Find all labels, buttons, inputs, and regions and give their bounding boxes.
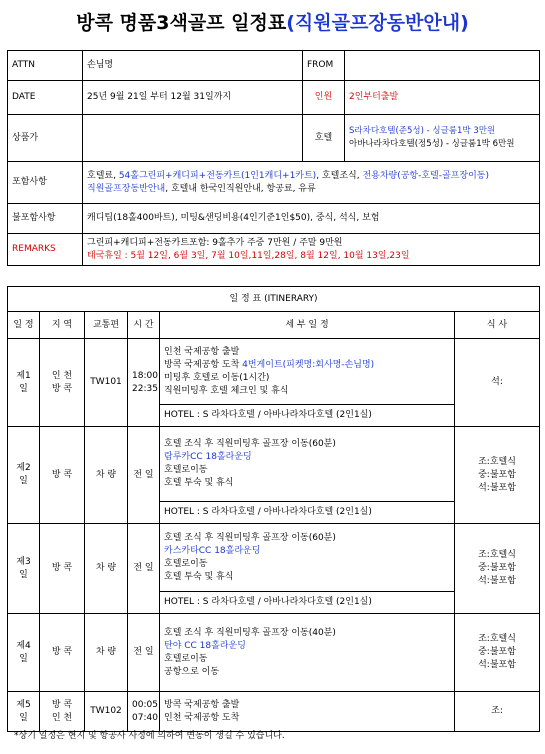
itinerary-header-row — [8, 312, 540, 339]
remarks-line-1: 그린피+캐디피+전동카트포함: 9홀추가 주중 7만원 / 주말 9만원 — [87, 237, 343, 248]
remarks-label: REMARKS — [8, 234, 83, 266]
attn-value: 손님명 — [83, 51, 303, 81]
detail-line: 람루카CC 18홀라운딩 — [164, 452, 252, 462]
day-cell: 제5일 — [8, 692, 40, 732]
excl-label: 불포함사항 — [8, 204, 83, 234]
incl-label: 포함사항 — [8, 162, 83, 204]
hotel-cell: HOTEL : S 라차다호텔 / 아바나라차다호텔 (2인1실) — [160, 502, 455, 524]
itinerary-heading: 일 정 표 (ITINERARY) — [8, 287, 540, 312]
title-sub: (직원골프장동반안내) — [286, 12, 469, 34]
header-meal: 식 사 — [455, 312, 540, 339]
itinerary-table — [7, 286, 540, 732]
time-cell: 18:00 22:35 — [128, 339, 160, 427]
time-cell: 전 일 — [128, 614, 160, 692]
detail-line: 호텔 투숙 및 휴식 — [164, 571, 234, 582]
date-value: 25년 9월 21일 부터 12월 31일까지 — [83, 81, 303, 115]
transport-cell: 차 량 — [85, 524, 128, 614]
detail-line: 인천 국제공항 도착 — [164, 712, 240, 723]
price-label: 상품가 — [8, 115, 83, 162]
date-label: DATE — [8, 81, 83, 115]
incl-text-c: , 호텔조식, — [316, 170, 363, 181]
detail-line: 호텔 조식 후 직원미팅후 골프장 이동(40분) — [164, 627, 336, 638]
footer-note: *상기 일정은 현지 및 항공사 사정에 의하여 변동이 생길 수 있습니다. — [14, 731, 285, 741]
region-cell: 방 콕 — [40, 427, 85, 524]
meal-cell: 조:호텔식 중:불포함 석:불포함 — [455, 427, 540, 524]
detail-line: 방콕 국제공항 도착 4번게이트(피켓명:회사명-손님명) — [164, 359, 375, 370]
time-cell: 00:05 07:40 — [128, 692, 160, 732]
meal-cell: 석: — [455, 339, 540, 427]
itinerary-day-row — [8, 339, 540, 405]
details-cell — [160, 524, 455, 592]
region-cell: 방 콕 — [40, 614, 85, 692]
itinerary-day-row — [8, 692, 540, 732]
meal-cell: 조:호텔식 중:불포함 석:불포함 — [455, 524, 540, 614]
itinerary-day-row — [8, 614, 540, 692]
transport-cell: TW102 — [85, 692, 128, 732]
header-transport: 교통편 — [85, 312, 128, 339]
hotel-option-2: 아바나라차다호텔(정5성) - 싱글룸1박 6만원 — [349, 139, 515, 149]
detail-line: 공항으로 이동 — [164, 666, 220, 677]
price-value — [83, 115, 303, 162]
header-day: 일 정 — [8, 312, 40, 339]
incl-text-a: 호텔료, — [87, 170, 119, 181]
region-cell: 방 콕 — [40, 524, 85, 614]
attn-label: ATTN — [8, 51, 83, 81]
time-cell: 전 일 — [128, 524, 160, 614]
detail-line: 호텔 조식 후 직원미팅후 골프장 이동(60분) — [164, 532, 336, 543]
hotel-cell: HOTEL : S 라차다호텔 / 아바나라차다호텔 (2인1실) — [160, 592, 455, 614]
day-cell: 제2일 — [8, 427, 40, 524]
day-cell: 제4일 — [8, 614, 40, 692]
detail-line: 방콕 국제공항 출발 — [164, 699, 240, 710]
hotel-cell: HOTEL : S 라차다호텔 / 아바나라차다호텔 (2인1실) — [160, 405, 455, 427]
detail-line: 미팅후 호텔로 이동(1시간) — [164, 372, 270, 383]
incl-text-d: 전용차량(공항-호텔-골프장이동) — [362, 170, 489, 181]
hotel-label: 호텔 — [303, 115, 345, 162]
header-region: 지 역 — [40, 312, 85, 339]
detail-line: 카스카타CC 18홀라운딩 — [164, 545, 261, 556]
details-cell — [160, 427, 455, 502]
remarks-line-2: 태국휴일 : 5월 12일, 6월 3일, 7월 10일,11일,28일, 8월 12일, 10월 13일,23일 — [87, 250, 410, 261]
excl-value: 캐디팁(18홀400바트), 미팅&샌딩비용(4인기준1인$50), 중식, 석식, 보험 — [83, 204, 540, 234]
detail-line: 탄야 CC 18홀라운딩 — [164, 640, 246, 651]
transport-cell: 차 량 — [85, 614, 128, 692]
header-time: 시 간 — [128, 312, 160, 339]
day-cell: 제1일 — [8, 339, 40, 427]
detail-line: 호텔로이동 — [164, 558, 208, 569]
incl-text-b: 54홀그린피+캐디피+전동카트(1인1캐디+1카트) — [118, 170, 317, 181]
detail-line: 호텔 투숙 및 휴식 — [164, 478, 234, 488]
transport-cell: TW101 — [85, 339, 128, 427]
from-label: FROM — [303, 51, 345, 81]
region-cell: 인 천 방 콕 — [40, 339, 85, 427]
hotel-option-1: S라차다호텔(준5성) - 싱글룸1박 3만원 — [349, 126, 496, 136]
details-cell — [160, 339, 455, 405]
details-cell — [160, 692, 455, 732]
title-main: 방콕 명품3색골프 일정표 — [76, 12, 287, 34]
from-value — [345, 51, 540, 81]
meal-cell: 조: — [455, 692, 540, 732]
transport-cell: 차 량 — [85, 427, 128, 524]
info-table — [7, 50, 540, 266]
detail-line: 직원미팅후 호텔 체크인 및 휴식 — [164, 385, 289, 396]
meal-cell: 조:호텔식 중:불포함 석:불포함 — [455, 614, 540, 692]
day-cell: 제3일 — [8, 524, 40, 614]
itinerary-day-row — [8, 427, 540, 502]
detail-line: 호텔로이동 — [164, 653, 208, 664]
header-details: 세 부 일 정 — [160, 312, 455, 339]
detail-line: 인천 국제공항 출발 — [164, 346, 240, 357]
details-cell — [160, 614, 455, 692]
time-cell: 전 일 — [128, 427, 160, 524]
incl-text-e: 직원골프장동반안내 — [87, 183, 166, 194]
detail-line: 호텔 조식 후 직원미팅후 골프장 이동(60분) — [164, 439, 336, 449]
page-title — [0, 8, 545, 35]
region-cell: 방 콕 인 천 — [40, 692, 85, 732]
detail-line: 호텔로이동 — [164, 465, 208, 475]
incl-text-f: , 호텔내 한국인직원안내, 항공료, 유류 — [165, 183, 316, 194]
people-value: 2인부터출발 — [345, 81, 540, 115]
itinerary-day-row — [8, 524, 540, 592]
people-label: 인원 — [303, 81, 345, 115]
